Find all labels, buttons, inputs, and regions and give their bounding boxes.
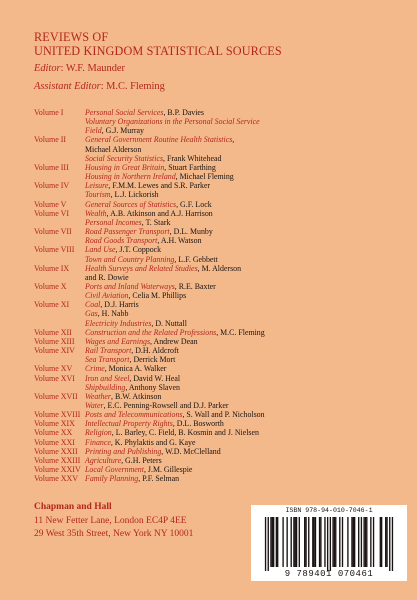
volume-number: Volume XIII: [34, 336, 75, 346]
volume-entry: [34, 428, 404, 437]
volume-title-line: [85, 117, 404, 126]
volume-authors: , Andrew Dean: [150, 336, 198, 346]
volume-authors: , A.B. Atkinson and A.J. Harrison: [106, 208, 213, 218]
volume-title: Gas: [85, 309, 98, 319]
volume-title: Shipbuilding: [85, 382, 126, 392]
barcode-bar: [342, 517, 343, 567]
barcode-bar: [282, 517, 283, 567]
volume-number: Volume XXII: [34, 446, 78, 456]
volume-authors: , L. Barley, C. Field, B. Kosmin and J. Nielsen: [111, 428, 259, 438]
barcode-bar: [273, 517, 274, 567]
volume-number: Volume XI: [34, 300, 70, 310]
volume-title-line: [85, 355, 404, 364]
volume-authors: , P.F. Selman: [138, 474, 180, 484]
volume-authors: , D.L. Bosworth: [172, 419, 224, 429]
volume-title-line: [85, 200, 404, 209]
barcode-bar: [312, 517, 313, 567]
volume-authors: , Celia M. Phillips: [128, 291, 187, 301]
barcode-bar: [334, 517, 335, 567]
volume-titles: [85, 282, 404, 300]
editor-role: Editor: [34, 63, 61, 74]
barcode-bar: [354, 517, 355, 567]
volume-number: Volume XVI: [34, 373, 75, 383]
volume-number: Volume V: [34, 199, 67, 209]
volume-title: Field: [85, 126, 102, 136]
volume-titles: [85, 181, 404, 199]
volume-title-line: [85, 135, 404, 144]
volume-title-line: [85, 364, 404, 373]
volume-number: Volume XX: [34, 428, 73, 438]
volume-titles: [85, 135, 404, 162]
barcode-bar: [381, 517, 382, 567]
volume-entry: [34, 474, 404, 483]
volume-title: Wages and Earnings: [85, 336, 151, 346]
volume-title-line: [85, 328, 404, 337]
barcode-bar: [272, 517, 273, 567]
volume-titles: [85, 163, 404, 181]
barcode-bar: [351, 517, 352, 567]
publisher-address-new-york: 29 West 35th Street, New York NY 10001: [34, 529, 194, 539]
volume-title: Civil Aviation: [85, 291, 129, 301]
barcode-bar: [313, 517, 314, 567]
volume-authors: , D. Nuttall: [151, 318, 187, 328]
volume-number: Volume XXIV: [34, 465, 81, 475]
volume-title-line: [85, 236, 404, 245]
barcode-bar: [319, 517, 320, 567]
volume-title-line: [85, 181, 404, 190]
volume-title: Printing and Publishing: [85, 446, 162, 456]
barcode-bar: [392, 517, 393, 571]
volume-entry: [34, 337, 404, 346]
volume-title-line: [85, 282, 404, 291]
volume-number: Volume IV: [34, 181, 70, 191]
barcode-bar: [320, 517, 321, 567]
barcode-bar: [370, 517, 371, 567]
volume-title-line: [85, 108, 404, 117]
volume-titles: [85, 456, 404, 465]
volume-title-line: [85, 273, 404, 282]
volume-number: Volume VIII: [34, 245, 75, 255]
volume-authors: , D.L. Munby: [169, 227, 213, 237]
barcode-bar: [386, 517, 387, 567]
volume-list: [34, 108, 404, 483]
volume-entry: [34, 328, 404, 337]
barcode-bar: [293, 517, 294, 567]
barcode-bar: [373, 517, 374, 567]
volume-entry: [34, 465, 404, 474]
volume-titles: [85, 328, 404, 337]
volume-entry: [34, 419, 404, 428]
volume-title-line: [85, 383, 404, 392]
barcode-bar: [327, 517, 328, 571]
volume-title-line: [85, 374, 404, 383]
volume-authors: , B.W. Atkinson: [111, 391, 162, 401]
barcode-bar: [353, 517, 354, 567]
volume-title-line: [85, 126, 404, 135]
volume-title: Ports and Inland Waterways: [85, 281, 175, 291]
barcode-bar: [265, 517, 266, 571]
barcode-bar: [389, 517, 390, 571]
barcode-bar: [366, 517, 367, 567]
volume-title-line: [85, 465, 404, 474]
volume-titles: [85, 447, 404, 456]
volume-title: Social Security Statistics: [85, 153, 164, 163]
volume-authors: , Monica A. Walker: [104, 364, 167, 374]
volume-title: Iron and Steel: [85, 373, 130, 383]
volume-titles: [85, 374, 404, 392]
barcode-bar: [358, 517, 359, 567]
barcode-digits: 9 789401 070461: [284, 569, 374, 579]
volume-titles: [85, 209, 404, 227]
barcode-bar: [335, 517, 336, 567]
volume-title: General Government Routine Health Statistics: [85, 135, 233, 145]
volume-number: Volume XXI: [34, 437, 75, 447]
volume-authors: Michael Alderson: [85, 144, 142, 154]
volume-title: Health Surveys and Related Studies: [85, 263, 198, 273]
volume-title: Crime: [85, 364, 105, 374]
volume-number: Volume XVII: [34, 391, 78, 401]
assistant-editor-name: : M.C. Fleming: [100, 81, 165, 92]
barcode-bar: [268, 517, 269, 571]
volume-entry: [34, 264, 404, 282]
volume-title: Sea Transport: [85, 355, 130, 365]
barcode-bar: [315, 517, 316, 567]
volume-authors: , Frank Whitehead: [163, 153, 222, 163]
volume-title-line: [85, 300, 404, 309]
barcode-bar: [277, 517, 278, 567]
volume-authors: , M. Alderson: [197, 263, 242, 273]
volume-title: Agriculture: [85, 455, 122, 465]
volume-title-line: [85, 392, 404, 401]
barcode-bar: [380, 517, 381, 567]
barcode-bar: [339, 517, 340, 567]
volume-title-line: [85, 337, 404, 346]
volume-entry: [34, 227, 404, 245]
barcode-bar: [363, 517, 364, 567]
volume-title-line: [85, 346, 404, 355]
volume-authors: , A.H. Watson: [157, 236, 202, 246]
volume-authors: , G.F. Lock: [176, 199, 212, 209]
volume-number: Volume XII: [34, 327, 72, 337]
series-title-line-1: REVIEWS OF: [34, 30, 109, 44]
volume-title-line: [85, 438, 404, 447]
barcode-bar: [365, 517, 366, 567]
volume-authors: , G.J. Murray: [101, 126, 144, 136]
volume-number: Volume XIV: [34, 346, 75, 356]
publisher-address-london: 11 New Fetter Lane, London EC4P 4EE: [34, 516, 187, 526]
volume-title: Family Planning: [85, 474, 139, 484]
volume-number: Volume VI: [34, 208, 70, 218]
volume-titles: [85, 364, 404, 373]
volume-authors: , W.D. McClelland: [161, 446, 221, 456]
barcode-bar: [286, 517, 287, 567]
volume-entry: [34, 181, 404, 199]
volume-titles: [85, 264, 404, 282]
volume-entry: [34, 209, 404, 227]
volume-authors: , S. Wall and P. Nicholson: [182, 410, 265, 420]
volume-authors: , K. Phylaktis and G. Kaye: [110, 437, 196, 447]
volume-number: Volume III: [34, 162, 69, 172]
volume-titles: [85, 419, 404, 428]
volume-number: Volume XV: [34, 364, 73, 374]
volume-title: Rail Transport: [85, 346, 132, 356]
volume-entry: [34, 346, 404, 364]
volume-authors: , F.M.M. Lewes and S.R. Parker: [108, 181, 211, 191]
isbn-text: ISBN 978-94-010-7046-1: [285, 507, 373, 514]
volume-title: Road Goods Transport: [85, 236, 158, 246]
volume-title-line: [85, 264, 404, 273]
volume-entry: [34, 364, 404, 373]
volume-number: Volume II: [34, 135, 67, 145]
volume-entry: [34, 374, 404, 392]
volume-title: Intellectual Property Rights: [85, 419, 173, 429]
barcode-bar: [305, 517, 306, 567]
barcode-bar: [291, 517, 292, 567]
volume-title-line: [85, 447, 404, 456]
volume-title-line: [85, 145, 404, 154]
volume-authors: ,: [232, 135, 235, 145]
volume-title: Land Use: [85, 245, 116, 255]
barcode-bar: [296, 517, 297, 567]
volume-authors: , E.C. Penning-Rowsell and D.J. Parker: [103, 401, 229, 410]
volume-title-line: [85, 218, 404, 227]
volume-titles: [85, 108, 404, 135]
volume-entry: [34, 300, 404, 327]
volume-title-line: [85, 401, 404, 410]
volume-number: Volume XXV: [34, 474, 79, 484]
volume-title: Posts and Telecommunications: [85, 410, 183, 420]
barcode-bar: [270, 517, 271, 567]
volume-title: Construction and the Related Professions: [85, 327, 217, 337]
volume-title-line: [85, 190, 404, 199]
volume-authors: , J.T. Coppock: [115, 245, 162, 255]
barcode-bar: [330, 517, 331, 571]
volume-authors: , Michael Fleming: [175, 172, 234, 182]
volume-title: Wealth: [85, 208, 107, 218]
volume-entry: [34, 163, 404, 181]
volume-title: Tourism: [85, 190, 111, 200]
volume-title: Coal: [85, 300, 101, 310]
volume-title: Town and Country Planning: [85, 254, 175, 264]
volume-titles: [85, 245, 404, 263]
volume-title-line: [85, 245, 404, 254]
volume-authors: , Anthony Slaven: [125, 382, 180, 392]
volume-title: General Sources of Statistics: [85, 199, 177, 209]
volume-title-line: [85, 291, 404, 300]
barcode-bar: [347, 517, 348, 567]
volume-entry: [34, 456, 404, 465]
volume-number: Volume VII: [34, 227, 72, 237]
volume-entry: [34, 392, 404, 410]
volume-titles: [85, 392, 404, 410]
volume-entry: [34, 200, 404, 209]
volume-title-line: [85, 474, 404, 483]
volume-titles: [85, 474, 404, 483]
publisher-name: Chapman and Hall: [34, 502, 112, 512]
volume-entry: [34, 282, 404, 300]
volume-titles: [85, 465, 404, 474]
volume-number: Volume I: [34, 108, 64, 117]
barcode-bar: [276, 517, 277, 567]
volume-authors: , G.H. Peters: [121, 455, 162, 465]
barcode-bar: [361, 517, 362, 567]
volume-title: Water: [85, 401, 104, 410]
volume-title-line: [85, 410, 404, 419]
volume-title: Housing in Northern Ireland: [85, 172, 176, 182]
volume-entry: [34, 447, 404, 456]
volume-number: Volume XIX: [34, 419, 75, 429]
volume-title-line: [85, 255, 404, 264]
volume-title: Personal Social Services: [85, 108, 164, 117]
barcode-bar: [385, 517, 386, 567]
volume-title-line: [85, 456, 404, 465]
barcode-label: [251, 505, 407, 581]
volume-titles: [85, 346, 404, 364]
volume-title: Religion: [85, 428, 112, 438]
volume-entry: [34, 108, 404, 135]
volume-authors: , M.C. Fleming: [216, 327, 265, 337]
volume-title: Voluntary Organizations in the Personal Social Service: [85, 117, 260, 127]
volume-authors: , Stuart Farthing: [164, 162, 216, 172]
volume-title: Electricity Industries: [85, 318, 152, 328]
volume-authors: , L.F. Gebbett: [174, 254, 218, 264]
assistant-editor-line: [34, 81, 165, 92]
volume-authors: , J.M. Gillespie: [143, 465, 193, 475]
volume-title: Weather: [85, 391, 112, 401]
volume-entry: [34, 245, 404, 263]
volume-title-line: [85, 227, 404, 236]
volume-title: Finance: [85, 437, 111, 447]
volume-titles: [85, 428, 404, 437]
volume-title-line: [85, 428, 404, 437]
volume-title-line: [85, 309, 404, 318]
volume-number: Volume XXIII: [34, 455, 81, 465]
volume-title: Leisure: [85, 181, 109, 191]
volume-authors: , L.J. Lickorish: [110, 190, 159, 200]
volume-title-line: [85, 319, 404, 328]
volume-authors: , H. Nabb: [97, 309, 129, 319]
volume-titles: [85, 200, 404, 209]
series-title-line-2: UNITED KINGDOM STATISTICAL SOURCES: [34, 43, 282, 58]
series-title: [34, 31, 282, 58]
volume-title-line: [85, 154, 404, 163]
barcode-bar: [304, 517, 305, 567]
volume-authors: , David W. Heal: [129, 373, 181, 383]
editor-line: [34, 63, 125, 74]
volume-authors: , D.J. Harris: [100, 300, 139, 310]
volume-title-line: [85, 419, 404, 428]
volume-titles: [85, 337, 404, 346]
volume-authors: , Derrick Mort: [129, 355, 176, 365]
volume-title: Housing in Great Britain: [85, 162, 165, 172]
barcode-bar: [332, 517, 333, 567]
editor-name: : W.F. Maunder: [60, 63, 125, 74]
volume-authors: , T. Stark: [141, 217, 171, 227]
volume-title-line: [85, 172, 404, 181]
volume-entry: [34, 410, 404, 419]
assistant-editor-role: Assistant Editor: [34, 81, 101, 92]
volume-titles: [85, 438, 404, 447]
volume-title-line: [85, 163, 404, 172]
barcode-bar: [324, 517, 325, 567]
volume-titles: [85, 227, 404, 245]
volume-titles: [85, 300, 404, 327]
volume-title-line: [85, 209, 404, 218]
barcode-bar: [295, 517, 296, 567]
volume-title: Local Government: [85, 465, 144, 475]
volume-authors: and R. Dowie: [85, 272, 129, 282]
volume-number: Volume XVIII: [34, 410, 81, 420]
volume-titles: [85, 410, 404, 419]
volume-number: Volume IX: [34, 263, 70, 273]
barcode-bar: [299, 517, 300, 567]
volume-entry: [34, 438, 404, 447]
volume-authors: , R.E. Baxter: [174, 281, 216, 291]
volume-entry: [34, 135, 404, 162]
volume-authors: , D.H. Aldcroft: [131, 346, 179, 356]
volume-title: Personal Incomes: [85, 217, 142, 227]
barcode-bar: [308, 517, 309, 567]
volume-authors: , B.P. Davies: [163, 108, 205, 117]
volume-title: Road Passenger Transport: [85, 227, 170, 237]
volume-number: Volume X: [34, 281, 67, 291]
